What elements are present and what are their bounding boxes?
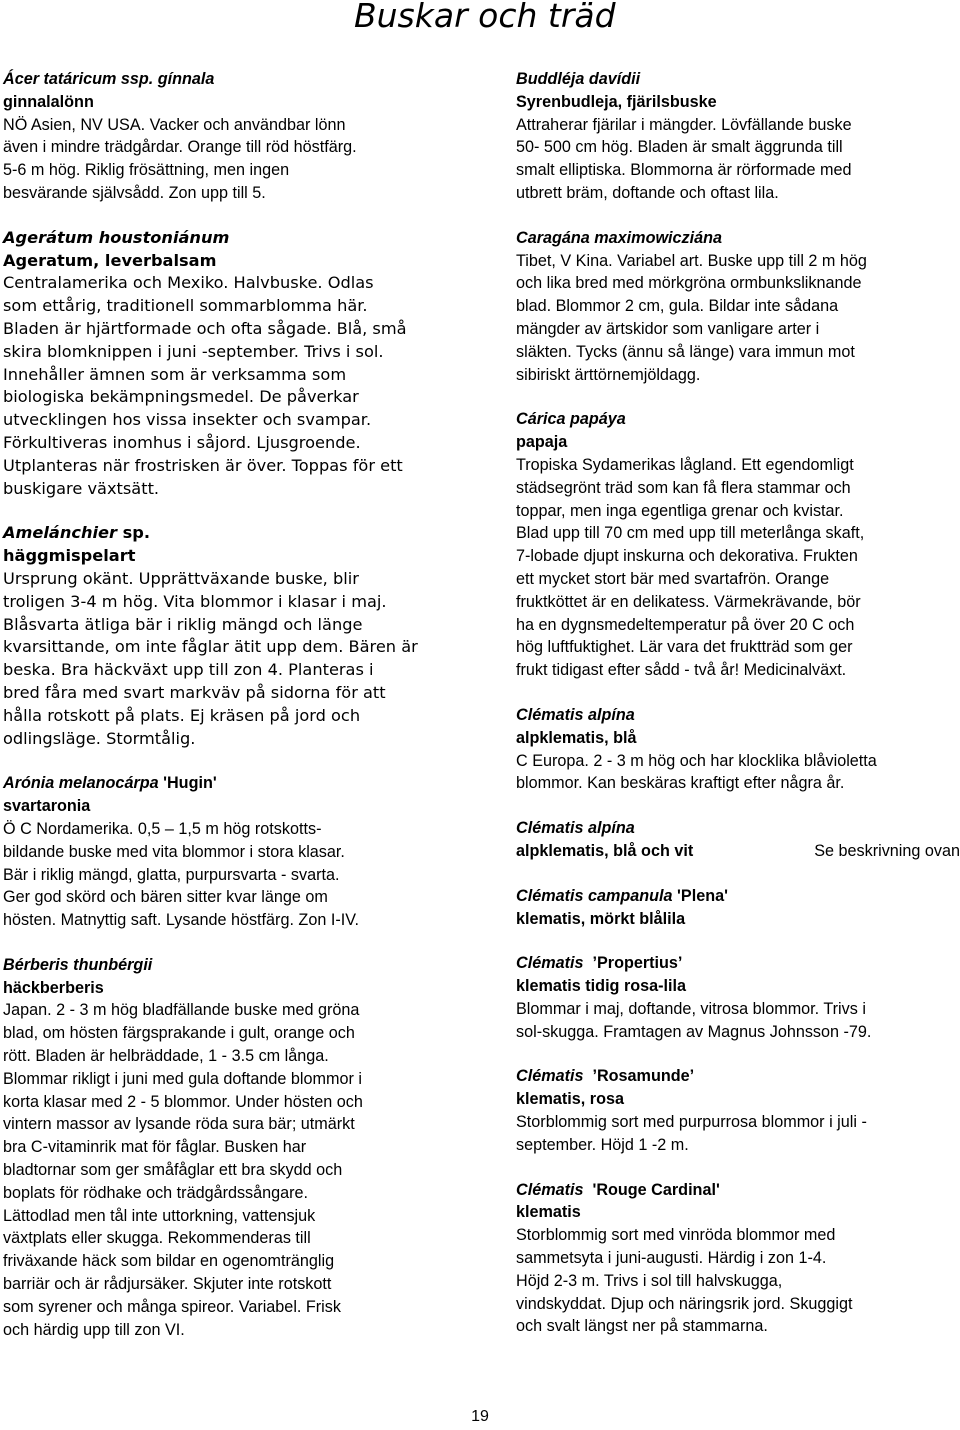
description-line: september. Höjd 1 -2 m.	[516, 1135, 689, 1154]
description-line: växtplats eller skugga. Rekommenderas till	[3, 1229, 311, 1248]
scientific-name: Clématis	[516, 1067, 584, 1086]
description-line: sibiriskt ärttörnemjöldagg.	[516, 365, 701, 384]
description-line: Storblommig sort med purpurrosa blommor i juli -	[516, 1113, 867, 1132]
entry-buddleja	[516, 68, 960, 205]
description-line: blad. Blommor 2 cm, gula. Bildar inte sådana	[516, 297, 839, 316]
scientific-name: Caragána maximowicziána	[516, 228, 723, 247]
description-line: odlingsläge. Stormtålig.	[3, 728, 196, 748]
left-column	[3, 68, 451, 1363]
description-line: smalt elliptiska. Blommorna är rörformade med	[516, 161, 852, 180]
description-line: sol-skugga. Framtagen av Magnus Johnsson -79.	[516, 1022, 872, 1041]
description-line: Ö C Nordamerika. 0,5 – 1,5 m hög rotskotts-	[3, 819, 322, 838]
scientific-name: Clématis	[516, 954, 584, 973]
description-line: Ger god skörd och bären sitter kvar länge om	[3, 888, 328, 907]
entry-clematis-alpina-bla-vit	[516, 817, 960, 863]
common-name: Syrenbudleja, fjärilsbuske	[516, 92, 717, 111]
description-line: blommor. Kan beskäras kraftigt efter några år.	[516, 774, 845, 793]
entry-clematis-alpina-bla	[516, 704, 960, 795]
description-line: Utplanteras när frostrisken är över. Toppas för ett	[3, 455, 403, 475]
cross-reference-note: Se beskrivning ovan	[814, 841, 960, 860]
scientific-name: Bérberis thunbérgii	[3, 955, 153, 974]
description-line: Bladen är hjärtformade och ofta sågade. Blå, små	[3, 318, 407, 338]
description-line: bred fåra med svart markväv på sidorna för att	[3, 682, 386, 702]
description-line: Innehåller ämnen som är verksamma som	[3, 364, 347, 384]
common-name: svartaronia	[3, 797, 91, 816]
scientific-name-row	[3, 772, 451, 795]
description-line: även i mindre trädgårdar. Orange till röd höstfärg.	[3, 138, 357, 157]
scientific-name-suffix: sp.	[117, 523, 151, 543]
entry-aronia	[3, 772, 451, 932]
description-line: Japan. 2 - 3 m hög bladfällande buske med gröna	[3, 1001, 360, 1020]
scientific-name: Amelánchier	[3, 523, 118, 543]
description-line: korta klasar med 2 - 5 blommor. Under hösten och	[3, 1092, 363, 1111]
description-line: ha en dygnsmedeltemperatur på över 20 C och	[516, 615, 855, 634]
cultivar-name: ’Rosamunde’	[583, 1067, 695, 1086]
common-name: ginnalalönn	[3, 92, 94, 111]
description-line: 50- 500 cm hög. Bladen är smalt äggrunda till	[516, 138, 843, 157]
description-line: mängder av ärtskidor som vanligare arter i	[516, 319, 820, 338]
description-line: beska. Bra häckväxt upp till zon 4. Planteras i	[3, 660, 374, 680]
description-line: kvarsittande, om inte fåglar ätit upp dem. Bären är	[3, 637, 418, 657]
description-line: sammetsyta i juni-augusti. Härdig i zon 1-4.	[516, 1249, 827, 1268]
description-line: Tropiska Sydamerikas lågland. Ett egendomligt	[516, 455, 854, 474]
common-name: klematis, mörkt blålila	[516, 909, 686, 928]
entry-berberis	[3, 954, 451, 1342]
description-line: C Europa. 2 - 3 m hög och har klocklika blåvioletta	[516, 751, 877, 770]
scientific-name-row	[3, 522, 451, 545]
description-line: hög luftfuktighet. Lär vara det fruktträd som ger	[516, 638, 853, 657]
description-line: Lättodlad men tål inte uttorkning, vattensjuk	[3, 1206, 316, 1225]
description-line: och lika bred med mörkgröna ormbunksliknande	[516, 274, 862, 293]
scientific-name: Agerátum houstoniánum	[3, 227, 230, 247]
description-line: Tibet, V Kina. Variabel art. Buske upp till 2 m hög	[516, 251, 867, 270]
description-line: Förkultiveras inomhus i såjord. Ljusgroende.	[3, 432, 361, 452]
entry-amelanchier	[3, 522, 451, 750]
description-line: som ettårig, traditionell sommarblomma här.	[3, 296, 368, 316]
description-line: och härdig upp till zon VI.	[3, 1320, 185, 1339]
scientific-name: Ácer tatáricum ssp. gínnala	[3, 70, 215, 88]
description-line: Centralamerika och Mexiko. Halvbuske. Odlas	[3, 273, 374, 293]
description-line: frukt tidigast efter sådd - två år! Medicinalväxt.	[516, 661, 847, 680]
description-line: vintern massor av lysande röda sura bär; utmärkt	[3, 1115, 355, 1134]
entry-clematis-rouge-cardinal	[516, 1179, 960, 1339]
cultivar-name: 'Plena'	[672, 886, 728, 905]
description-line: friväxande häck som bildar en ogenomtränglig	[3, 1252, 335, 1271]
description-line: vindskyddat. Djup och näringsrik jord. Skuggigt	[516, 1294, 853, 1313]
scientific-name: Buddléja davídii	[516, 70, 641, 88]
entry-clematis-campanula	[516, 885, 960, 931]
entry-caragana	[516, 227, 960, 387]
description-line: buskigare växtsätt.	[3, 478, 160, 498]
description-line: boplats för rödhake och trädgårdssångare.	[3, 1183, 309, 1202]
scientific-name: Clématis alpína	[516, 705, 635, 724]
description-line: toppar, men inga egentliga grenar och kvistar.	[516, 501, 844, 520]
description-line: hösten. Matnyttig saft. Lysande höstfärg. Zon I-IV.	[3, 911, 360, 930]
description-line: hålla rotskott på plats. Ej kräsen på jord och	[3, 705, 361, 725]
description-line: NÖ Asien, NV USA. Vacker och användbar lönn	[3, 115, 346, 134]
description-line: Blad upp till 70 cm med upp till meterlånga skaft,	[516, 524, 865, 543]
common-name: klematis, rosa	[516, 1090, 624, 1109]
scientific-name-row	[516, 885, 960, 908]
description-line: barriär och är rådjursäker. Skjuter inte rotskott	[3, 1275, 332, 1294]
description-line: Höjd 2-3 m. Trivs i sol till halvskugga,	[516, 1271, 783, 1290]
entry-carica	[516, 408, 960, 682]
description-line: 7-lobade djupt inskurna och dekorativa. Frukten	[516, 547, 858, 566]
description-line: utvecklingen hos vissa insekter och svampar.	[3, 410, 372, 430]
entry-clematis-propertius	[516, 952, 960, 1043]
common-name: häggmispelart	[3, 546, 136, 566]
cultivar-name: 'Hugin'	[158, 774, 217, 793]
description-line: städsegrönt träd som kan få flera stammar och	[516, 478, 851, 497]
description-line: rött. Bladen är helbräddade, 1 - 3.5 cm långa.	[3, 1047, 329, 1066]
common-name: klematis tidig rosa-lila	[516, 977, 687, 996]
scientific-name: Clématis	[516, 1180, 584, 1199]
description-line: Ursprung okänt. Upprättväxande buske, blir	[3, 568, 359, 588]
scientific-name: Arónia melanocárpa	[3, 774, 159, 793]
common-name: alpklematis, blå	[516, 728, 637, 747]
description-line: troligen 3-4 m hög. Vita blommor i klasar i maj.	[3, 591, 387, 611]
description-line: utbrett bräm, doftande och oftast lila.	[516, 183, 779, 202]
description-line: besvärande självsådd. Zon upp till 5.	[3, 183, 266, 202]
common-name: Ageratum, leverbalsam	[3, 250, 217, 270]
description-line: skira blomknippen i juni -september. Trivs i sol.	[3, 341, 384, 361]
page-title: Buskar och träd	[354, 0, 616, 35]
cultivar-name: 'Rouge Cardinal'	[583, 1180, 720, 1199]
description-line: och svalt längst ner på stammarna.	[516, 1317, 768, 1336]
description-line: 5-6 m hög. Riklig frösättning, men ingen	[3, 161, 290, 180]
description-line: Attraherar fjärilar i mängder. Lövfällande buske	[516, 115, 852, 134]
common-name-row	[516, 840, 960, 863]
description-line: Blommar i maj, doftande, vitrosa blommor. Trivs i	[516, 999, 866, 1018]
description-line: Blåsvarta ätliga bär i riklig mängd och länge	[3, 614, 363, 634]
scientific-name: Clématis alpína	[516, 819, 635, 838]
description-line: biologiska bekämpningsmedel. De påverkar	[3, 387, 359, 407]
entry-clematis-rosamunde	[516, 1065, 960, 1156]
description-line: fruktköttet är en delikatess. Värmekrävande, bör	[516, 592, 861, 611]
page-number: 19	[471, 1408, 489, 1425]
common-name: häckberberis	[3, 978, 104, 997]
entry-acer	[3, 68, 451, 205]
scientific-name-row	[516, 1065, 960, 1088]
description-line: bra C-vitaminrik mat för fåglar. Busken har	[3, 1138, 307, 1157]
entry-ageratum	[3, 227, 451, 501]
common-name: alpklematis, blå och vit	[516, 841, 694, 860]
cultivar-name: ’Propertius’	[583, 954, 683, 973]
description-line: blad, om hösten färgsprakande i gult, orange och	[3, 1024, 355, 1043]
scientific-name: Clématis campanula	[516, 886, 673, 905]
description-line: Bär i riklig mängd, glatta, purpursvarta - svarta.	[3, 865, 340, 884]
description-line: ett mycket stort bär med svartafrön. Orange	[516, 569, 830, 588]
scientific-name-row	[516, 952, 960, 975]
description-line: Blommar rikligt i juni med gula doftande blommor i	[3, 1069, 362, 1088]
right-column	[516, 68, 960, 1360]
common-name: klematis	[516, 1203, 581, 1222]
description-line: bladtornar som ger småfåglar ett bra skydd och	[3, 1161, 343, 1180]
scientific-name: Cárica papáya	[516, 410, 626, 429]
description-line: bildande buske med vita blommor i stora klasar.	[3, 842, 345, 861]
description-line: som syrener och många spireor. Variabel. Frisk	[3, 1297, 341, 1316]
scientific-name-row	[516, 1179, 960, 1202]
description-line: släkten. Tycks (ännu så länge) vara immun mot	[516, 342, 855, 361]
description-line: Storblommig sort med vinröda blommor med	[516, 1226, 836, 1245]
common-name: papaja	[516, 433, 568, 452]
